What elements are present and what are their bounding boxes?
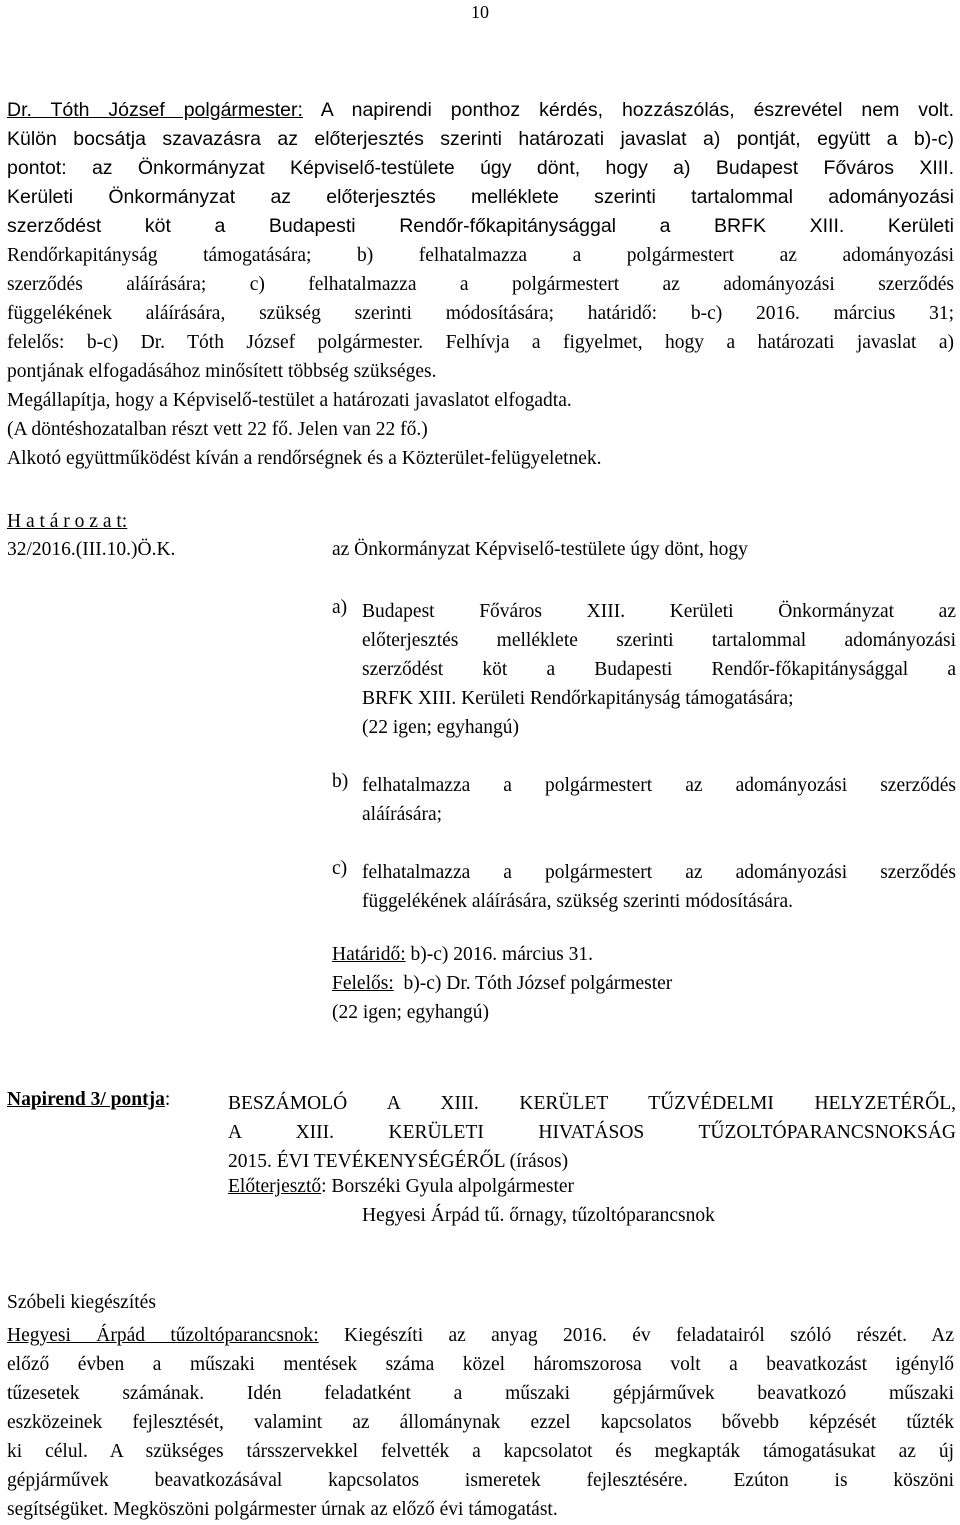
text-line: szerződés aláírására; c) felhatalmazza a polgármestert az adományozási szerződés (7, 274, 954, 295)
text-line: 2015. ÉVI TEVÉKENYSÉGÉRŐL (írásos) (228, 1151, 569, 1172)
text-line: tűzesetek számának. Idén feladatként a műszaki gépjárművek beavatkozó műszaki (7, 1383, 954, 1404)
text-line: Megállapítja, hogy a Képviselő-testület a határozati javaslatot elfogadta. (7, 390, 572, 411)
discussion-paragraph-cont (7, 241, 954, 473)
text-line: függelékének aláírására, szükség szerinti módosítására; határidő: b-c) 2016. március 31; (7, 303, 954, 324)
presenter-2: Hegyesi Árpád tű. őrnagy, tűzoltóparancsnok (362, 1205, 715, 1226)
text-line: szerződést köt a Budapesti Rendőr-főkapitánysággal a (362, 659, 956, 680)
text-line: A napirendi ponthoz kérdés, hozzászólás, észrevétel nem volt. (302, 99, 954, 121)
deadline-label: Határidő: (332, 944, 406, 965)
oral-heading: Szóbeli kiegészítés (7, 1292, 156, 1313)
item-b-label: b) (332, 771, 349, 792)
text-line: pontjának elfogadásához minősített többség szükséges. (7, 361, 437, 382)
item-b-text (362, 771, 956, 829)
deadline (332, 944, 593, 966)
text-line: Kiegészíti az anyag 2016. év feladatairól szóló részét. Az (318, 1325, 954, 1346)
page-number: 10 (471, 2, 489, 22)
speaker-name: Hegyesi Árpád tűzoltóparancsnok: (7, 1325, 319, 1346)
presenter-label: Előterjesztő (228, 1176, 322, 1197)
resolution-vote: (22 igen; egyhangú) (332, 1002, 490, 1023)
text-line: gépjárművek beavatkozásával kapcsolatos ismeretek fejlesztésére. Ezúton is köszöni (7, 1470, 954, 1491)
text-line: függelékének aláírására, szükség szerinti módosítására. (362, 891, 793, 912)
text-line: Kerületi Önkormányzat az előterjesztés melléklete szerinti tartalommal adományozási (7, 186, 954, 208)
agenda-title (228, 1089, 956, 1176)
text-line: szerződést köt a Budapesti Rendőr-főkapitánysággal a BRFK XIII. Kerületi (7, 215, 954, 237)
text-line: eszközeinek fejlesztését, valamint az állománynak ezzel kapcsolatos bővebb képzését tűzték (7, 1412, 954, 1433)
text-line: BESZÁMOLÓ A XIII. KERÜLET TŰZVÉDELMI HELYZETÉRŐL, (228, 1093, 956, 1114)
oral-paragraph (7, 1321, 954, 1524)
agenda-label: Napirend 3/ pontja (7, 1089, 165, 1110)
presenter (228, 1176, 574, 1198)
text-line: előző évben a műszaki mentések száma közel háromszorosa volt a beavatkozást igénylő (7, 1354, 954, 1375)
text-line: aláírására; (362, 804, 443, 825)
deadline-value: b)-c) 2016. március 31. (405, 944, 594, 965)
item-c-text (362, 858, 956, 916)
text-line: segítségüket. Megköszöni polgármester úrnak az előző évi támogatást. (7, 1499, 558, 1520)
item-c-label: c) (332, 858, 348, 879)
responsible-value: b)-c) Dr. Tóth József polgármester (393, 973, 673, 994)
resolution-intro: az Önkormányzat Képviselő-testülete úgy dönt, hogy (332, 539, 748, 560)
text-line: Rendőrkapitányság támogatására; b) felhatalmazza a polgármestert az adományozási (7, 245, 954, 266)
text-line: A XIII. KERÜLETI HIVATÁSOS TŰZOLTÓPARANCSNOKSÁG (228, 1122, 956, 1143)
text-line: Külön bocsátja szavazásra az előterjesztés szerinti határozati javaslat a) pontját, együtt a b)-c) (7, 128, 954, 150)
resolution-heading: H a t á r o z a t: (7, 511, 128, 532)
resolution-number: 32/2016.(III.10.)Ö.K. (7, 539, 176, 560)
text-line: (A döntéshozatalban részt vett 22 fő. Jelen van 22 fő.) (7, 419, 428, 440)
text-line: felhatalmazza a polgármestert az adományozási szerződés (362, 862, 956, 883)
text-line: BRFK XIII. Kerületi Rendőrkapitányság támogatására; (362, 688, 794, 709)
text-line: ki célul. A szükséges társszervekkel felvették a kapcsolatot és megkapták támogatásukat az új (7, 1441, 954, 1462)
text-line: pontot: az Önkormányzat Képviselő-testülete úgy dönt, hogy a) Budapest Főváros XIII. (7, 157, 954, 179)
responsible-label: Felelős: (332, 973, 394, 994)
item-a-text (362, 597, 956, 742)
text-line: Alkotó együttműködést kíván a rendőrségnek és a Közterület-felügyeletnek. (7, 448, 602, 469)
item-a-label: a) (332, 597, 348, 618)
text-line: előterjesztés melléklete szerinti tartalommal adományozási (362, 630, 956, 651)
text-line: felelős: b-c) Dr. Tóth József polgármester. Felhívja a figyelmet, hogy a határozati javaslat a) (7, 332, 954, 353)
speaker-name: Dr. Tóth József polgármester: (7, 99, 303, 121)
agenda-label-wrap (7, 1089, 170, 1111)
agenda-colon: : (164, 1089, 171, 1110)
text-line: Budapest Főváros XIII. Kerületi Önkormányzat az (362, 601, 956, 622)
vote-result: (22 igen; egyhangú) (362, 717, 520, 738)
responsible (332, 973, 672, 995)
text-line: felhatalmazza a polgármestert az adományozási szerződés (362, 775, 956, 796)
presenter-value: : Borszéki Gyula alpolgármester (321, 1176, 575, 1197)
discussion-paragraph (7, 96, 954, 241)
